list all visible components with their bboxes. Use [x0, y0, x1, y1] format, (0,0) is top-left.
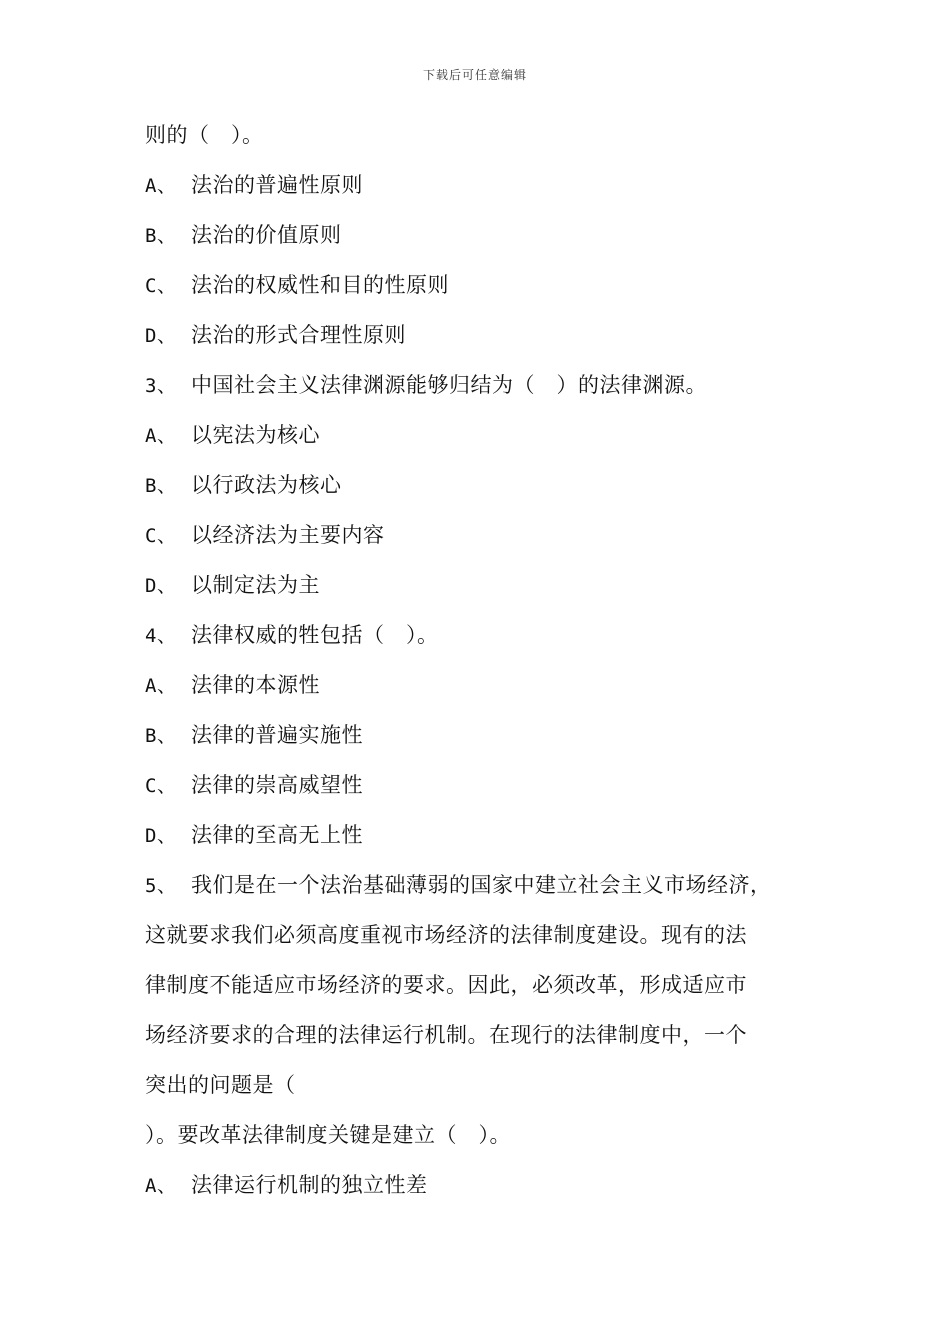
page-header: 下载后可任意编辑: [422, 68, 527, 82]
option-text: 法律的崇高威望性: [191, 773, 363, 797]
q4-option-b: [145, 717, 810, 767]
q3-option-a: [145, 417, 810, 467]
q2-option-b: [145, 217, 810, 267]
question-2-stem-tail: 则的（ ）。: [145, 123, 264, 147]
question-5: [145, 860, 810, 1210]
question-number: 3、: [145, 375, 177, 397]
option-text: 法律运行机制的独立性差: [191, 1173, 428, 1197]
option-text: 法治的形式合理性原则: [191, 323, 406, 347]
question-number: 4、: [145, 625, 177, 647]
option-label: D、: [145, 325, 177, 347]
q2-option-d: [145, 317, 810, 367]
option-label: D、: [145, 825, 177, 847]
option-text: 法治的权威性和目的性原则: [191, 273, 449, 297]
option-text: 法治的普遍性原则: [191, 173, 363, 197]
option-label: B、: [145, 725, 177, 747]
option-label: D、: [145, 575, 177, 597]
option-label: A、: [145, 1175, 177, 1197]
q4-option-c: [145, 767, 810, 817]
document-body: [145, 117, 810, 1210]
q3-option-d: [145, 567, 810, 617]
question-5-line-4: 场经济要求的合理的法律运行机制。在现行的法律制度中，一个: [145, 1023, 747, 1047]
option-text: 以宪法为核心: [191, 423, 320, 447]
question-number: 5、: [145, 875, 177, 897]
option-label: B、: [145, 475, 177, 497]
question-text: 法律权威的牲包括（ ）。: [191, 623, 439, 647]
option-label: A、: [145, 425, 177, 447]
q4-option-a: [145, 667, 810, 717]
option-text: 以行政法为核心: [191, 473, 342, 497]
question-text: 中国社会主义法律渊源能够归结为（ ）的法律渊源。: [191, 373, 707, 397]
q3-option-c: [145, 517, 810, 567]
option-text: 法律的普遍实施性: [191, 723, 363, 747]
option-text: 法律的至高无上性: [191, 823, 363, 847]
question-5-line-5: 突出的问题是（: [145, 1073, 296, 1097]
option-text: 法治的价值原则: [191, 223, 342, 247]
option-label: C、: [145, 775, 177, 797]
option-label: B、: [145, 225, 177, 247]
question-5-line-6: ）。要改革法律制度关键是建立（ ）。: [145, 1123, 511, 1147]
option-label: A、: [145, 175, 177, 197]
q2-option-c: [145, 267, 810, 317]
question-3: [145, 367, 810, 417]
question-text: 我们是在一个法治基础薄弱的国家中建立社会主义市场经济，: [191, 873, 772, 897]
question-5-line-3: 律制度不能适应市场经济的要求。因此，必须改革，形成适应市: [145, 973, 747, 997]
question-5-line-2: 这就要求我们必须高度重视市场经济的法律制度建设。现有的法: [145, 923, 747, 947]
q3-option-b: [145, 467, 810, 517]
option-text: 以经济法为主要内容: [191, 523, 385, 547]
option-text: 法律的本源性: [191, 673, 320, 697]
q2-option-a: [145, 167, 810, 217]
option-text: 以制定法为主: [191, 573, 320, 597]
question-4: [145, 617, 810, 667]
question-5-line-1: [145, 860, 810, 910]
q5-option-a: [145, 1160, 810, 1210]
option-label: C、: [145, 275, 177, 297]
option-label: A、: [145, 675, 177, 697]
option-label: C、: [145, 525, 177, 547]
